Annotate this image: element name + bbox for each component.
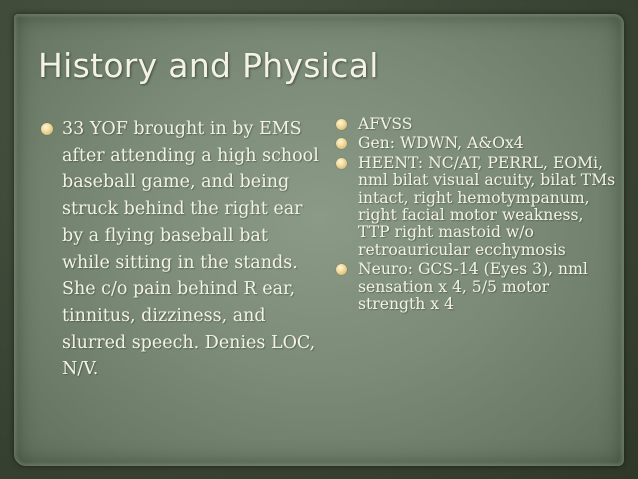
orb-bullet-icon [41, 123, 53, 135]
left-bullet-list [38, 116, 320, 383]
list-item [38, 116, 320, 383]
orb-bullet-icon [336, 119, 347, 130]
bullet-text: AFVSS [358, 115, 413, 133]
right-bullet-list [330, 116, 620, 315]
orb-bullet-icon [336, 158, 347, 169]
list-item [330, 261, 620, 313]
slide-title: History and Physical [38, 46, 379, 85]
list-item [330, 135, 620, 152]
bullet-text: HEENT: NC/AT, PERRL, EOMi, nml bilat visual acuity, bilat TMs intact, right hemotympanum, right facial motor weakness, TTP right mastoid w/o retroauricular ecchymosis [358, 153, 616, 259]
bullet-text: Neuro: GCS-14 (Eyes 3), nml sensation x 4, 5/5 motor strength x 4 [358, 260, 588, 314]
orb-bullet-icon [336, 264, 347, 275]
list-item [330, 116, 620, 133]
bullet-text: Gen: WDWN, A&Ox4 [358, 134, 524, 153]
list-item [330, 155, 620, 259]
orb-bullet-icon [336, 138, 347, 149]
bullet-text: 33 YOF brought in by EMS after attending a high school baseball game, and being struck behind the right ear by a flying baseball bat while sitting in the stands. She c/o pain behind R ear, tinnitus, dizziness, and slurred speech. Denies LOC, N/V. [62, 119, 319, 380]
